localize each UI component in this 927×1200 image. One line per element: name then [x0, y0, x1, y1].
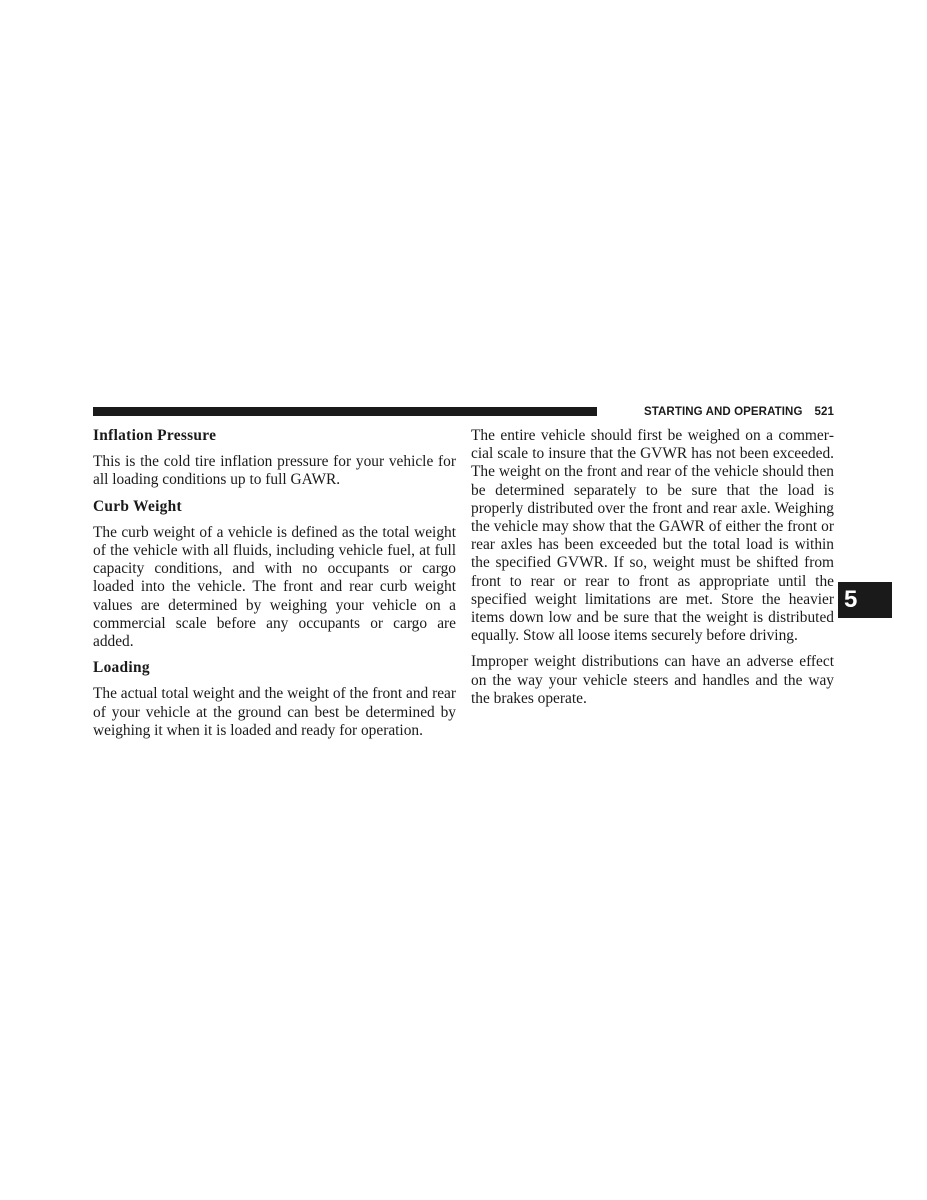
- header-rule: [93, 407, 597, 416]
- heading-inflation-pressure: Inflation Pressure: [93, 427, 217, 444]
- paragraph-inflation-pressure: This is the cold tire inflation pressure for your vehicle for all loading conditions up to full GAWR.: [93, 453, 456, 489]
- section-title: STARTING AND OPERATING: [643, 406, 803, 418]
- left-column: [93, 427, 456, 748]
- paragraph-improper-distribution: Improper weight distributions can have an adverse effect on the way your vehicle steers and handles and the way the brakes operate.: [471, 653, 834, 707]
- chapter-tab: 5: [838, 582, 892, 618]
- paragraph-weighing-vehicle: The entire vehicle should first be weighed on a commercial scale to insure that the GVWR has not been exceeded. The weight on the front and rear of the vehicle should then be determined separately to be sure that the load is properly distributed over the front and rear axle. Weighing the vehicle may show that the GAWR of either the front or rear axles has been exceeded but the total load is within the specified GVWR. If so, weight must be shifted from front to rear or rear to front as appropriate until the specified weight limitations are met. Store the heavier items down low and be sure that the weight is distributed equally. Stow all loose items securely before driving.: [471, 427, 834, 645]
- paragraph-curb-weight: The curb weight of a vehicle is defined as the total weight of the vehicle with all fluids, including vehicle fuel, at full capacity conditions, and with no occupants or cargo loaded into the vehicle. The front and rear curb weight values are determined by weighing your vehicle on a commercial scale before any occupants or cargo are added.: [93, 523, 456, 651]
- running-header: [606, 405, 834, 419]
- heading-curb-weight: Curb Weight: [93, 497, 182, 515]
- paragraph-loading: The actual total weight and the weight of the front and rear of your vehicle at the ground can best be determined by weighing it when it is loaded and ready for operation.: [93, 685, 456, 739]
- right-column: [471, 427, 834, 716]
- heading-loading: Loading: [93, 659, 150, 677]
- page-number: 521: [814, 406, 834, 418]
